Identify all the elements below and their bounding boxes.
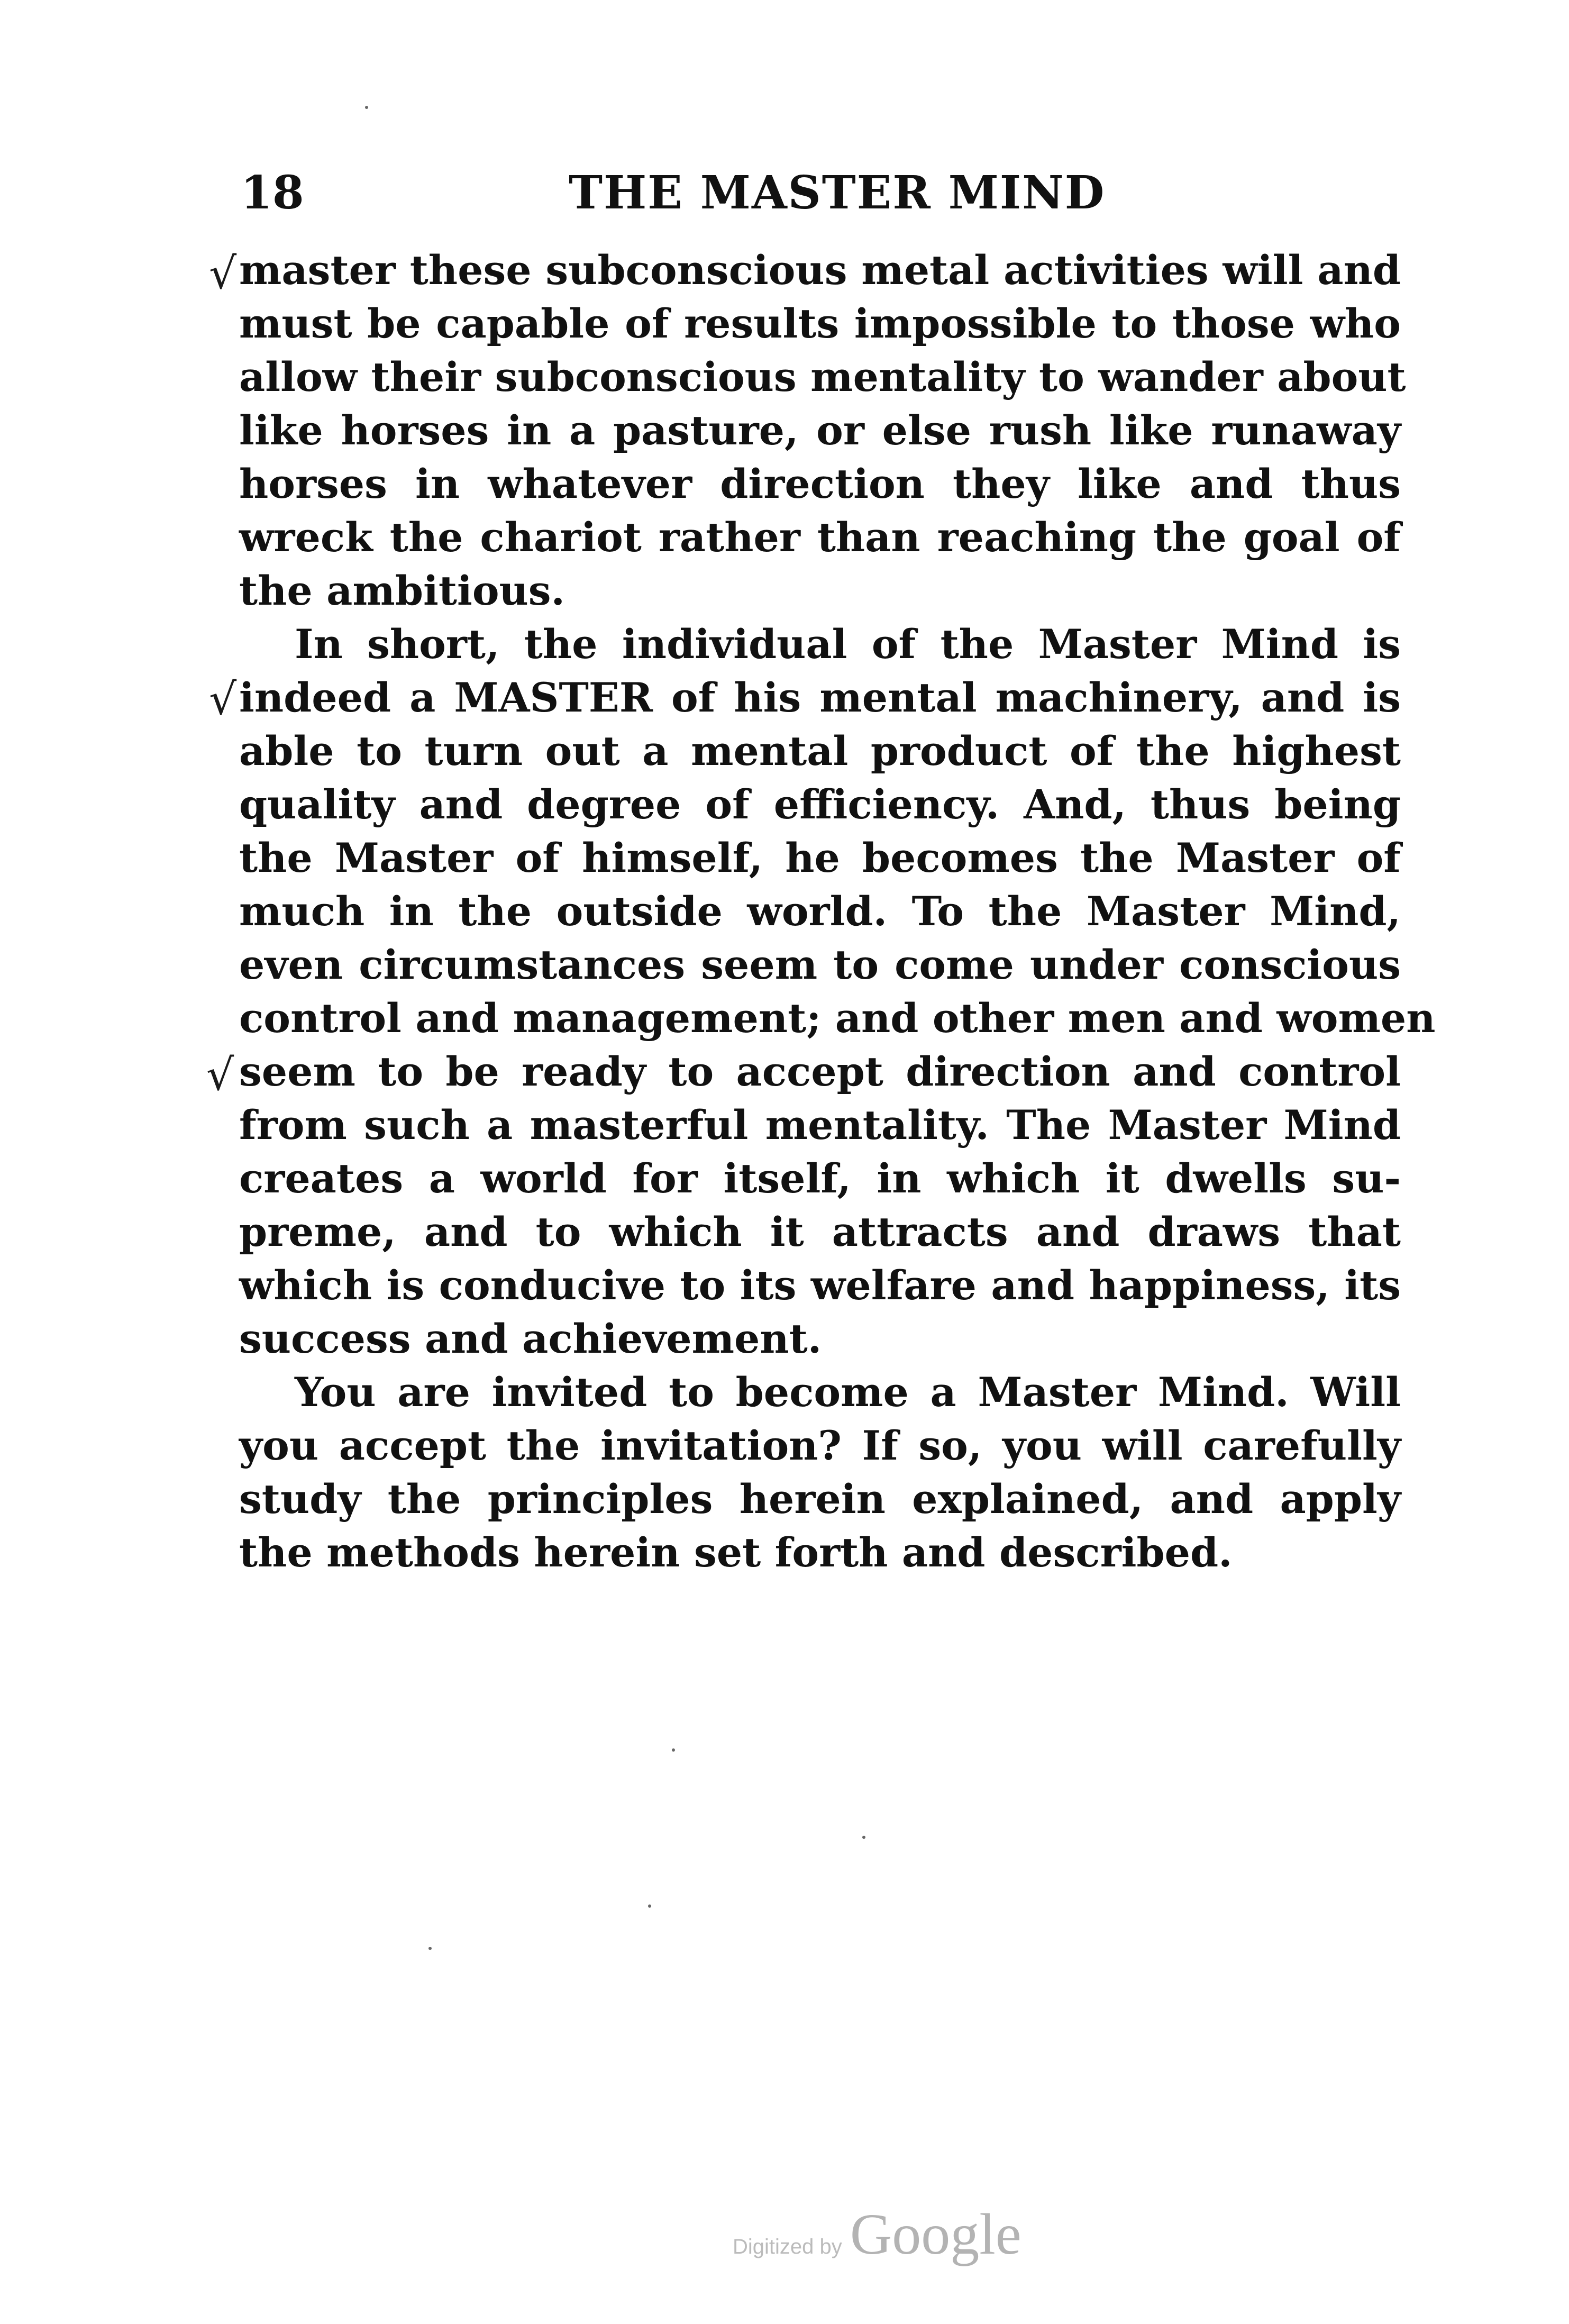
text-line: you accept the invitation? If so, you will carefully xyxy=(239,1422,1401,1469)
text-line: the Master of himself, he becomes the Master of xyxy=(239,834,1401,881)
running-title: THE MASTER MIND xyxy=(569,166,1106,220)
google-logo: Google xyxy=(850,2202,1021,2266)
scan-speck xyxy=(648,1904,651,1908)
text-line: quality and degree of efficiency. And, thus being xyxy=(239,781,1401,828)
paragraph-3 xyxy=(239,1365,1401,1579)
text-line: You are invited to become a Master Mind. Will xyxy=(295,1369,1401,1416)
text-line: allow their subconscious mentality to wander about xyxy=(239,353,1406,400)
text-line: master these subconscious metal activities will and xyxy=(239,247,1401,294)
margin-checkmark-2: √ xyxy=(209,675,237,725)
text-line: control and management; and other men and women xyxy=(239,995,1436,1042)
text-line: preme, and to which it attracts and draws that xyxy=(239,1208,1401,1255)
text-line: even circumstances seem to come under conscious xyxy=(239,941,1401,988)
page-header xyxy=(241,161,1399,230)
text-line: seem to be ready to accept direction and control xyxy=(239,1048,1401,1095)
text-line: indeed a MASTER of his mental machinery, and is xyxy=(239,674,1401,721)
paragraph-2 xyxy=(239,617,1436,1365)
scan-speck xyxy=(428,1947,432,1950)
paragraph-1 xyxy=(239,243,1406,617)
text-line: from such a masterful mentality. The Master Mind xyxy=(239,1101,1401,1149)
text-line: horses in whatever direction they like and thus xyxy=(239,460,1401,507)
text-line: like horses in a pasture, or else rush like runaway xyxy=(239,407,1401,454)
text-line: the ambitious. xyxy=(239,567,565,614)
text-line: much in the outside world. To the Master Mind, xyxy=(239,888,1401,935)
text-line: able to turn out a mental product of the highest xyxy=(239,727,1401,774)
text-line: creates a world for itself, in which it dwells su- xyxy=(239,1155,1401,1202)
margin-checkmark-1: √ xyxy=(209,249,237,299)
text-line: wreck the chariot rather than reaching the goal of xyxy=(239,514,1401,561)
text-line: which is conducive to its welfare and happiness, its xyxy=(239,1262,1401,1309)
scan-speck xyxy=(365,106,368,109)
scan-speck xyxy=(862,1836,865,1839)
page-number: 18 xyxy=(241,166,304,220)
margin-checkmark-3: √ xyxy=(206,1050,234,1100)
body-text xyxy=(239,243,1436,1579)
text-line: must be capable of results impossible to those who xyxy=(239,300,1401,347)
watermark-prefix: Digitized by xyxy=(733,2235,842,2258)
text-line: In short, the individual of the Master Mind is xyxy=(295,621,1401,668)
scan-speck xyxy=(672,1748,675,1752)
text-line: study the principles herein explained, and apply xyxy=(239,1475,1401,1523)
digitized-watermark xyxy=(733,2201,1021,2264)
text-line: the methods herein set forth and described. xyxy=(239,1529,1233,1576)
text-line: success and achievement. xyxy=(239,1315,822,1362)
